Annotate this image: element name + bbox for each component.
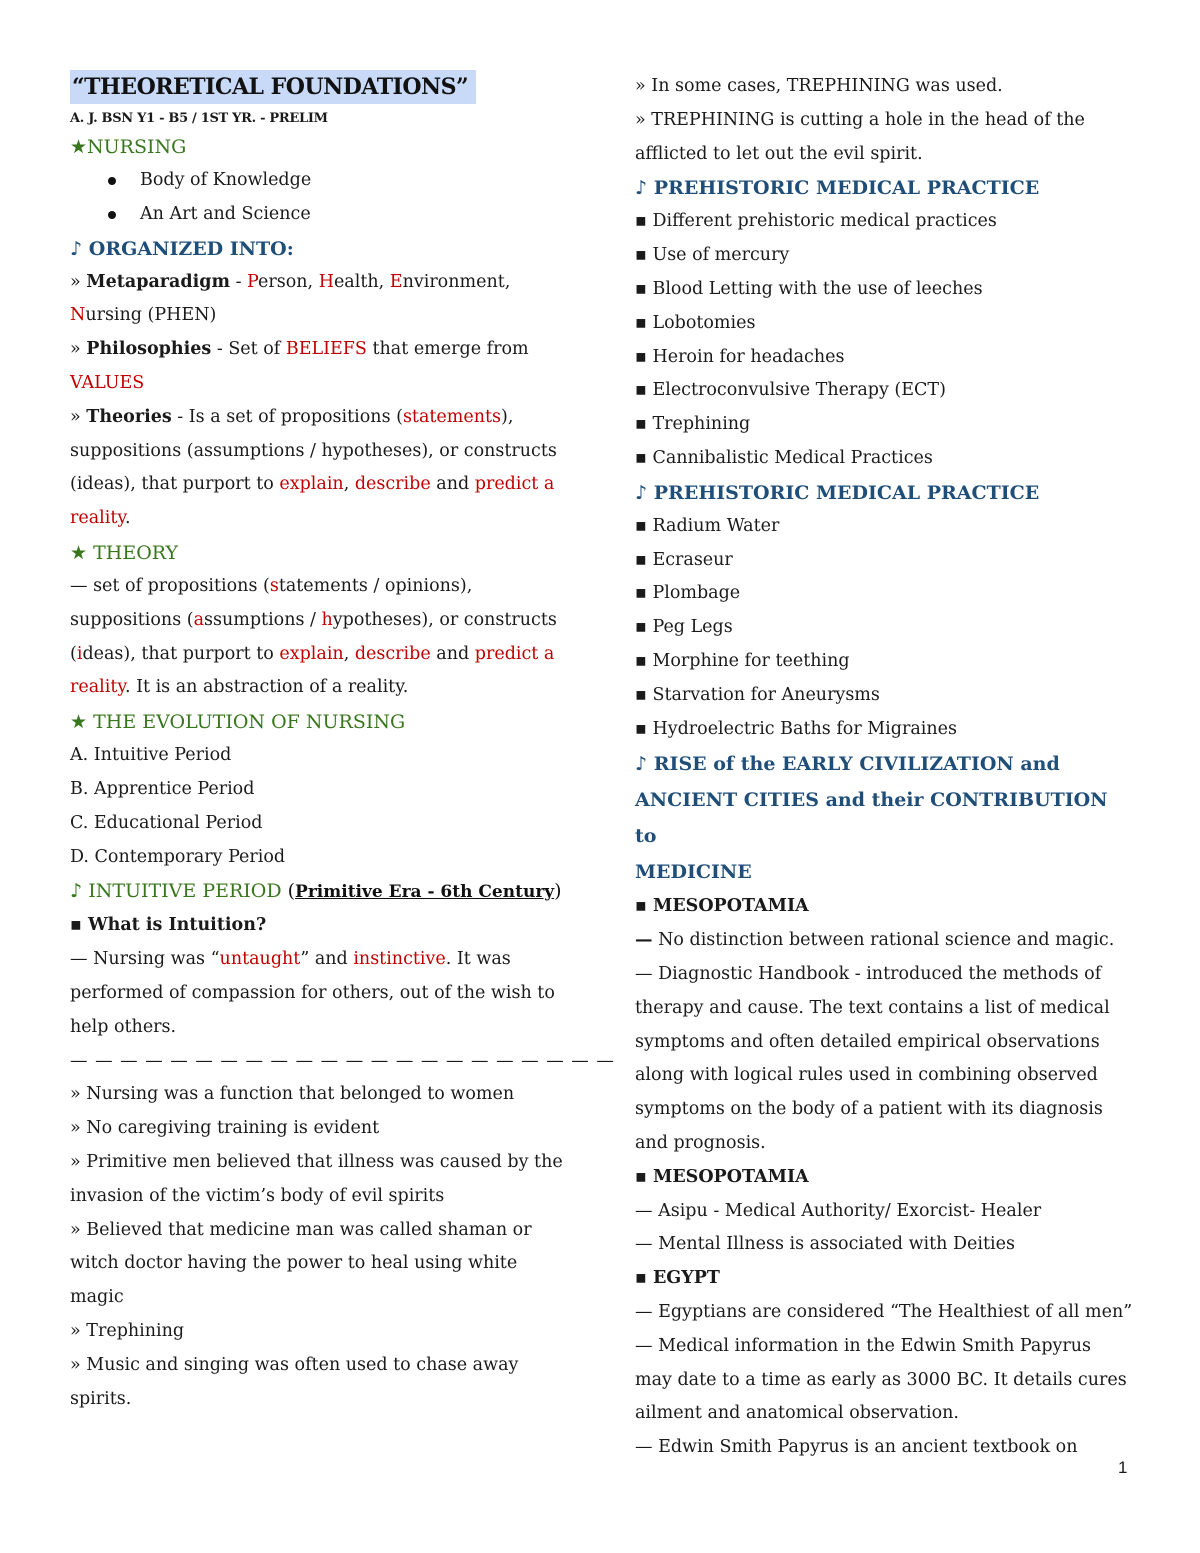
keyword-highlight: instinctive (353, 949, 446, 970)
rise-heading-line: ANCIENT CITIES and their CONTRIBUTION to (635, 789, 1108, 848)
text-run: Nursing was a function that belonged to women (86, 1084, 515, 1105)
prehistoric-list-2 (635, 510, 1130, 747)
metaparadigm-line-2 (70, 299, 570, 333)
theory-line-4 (70, 671, 570, 705)
music-note-icon: ♪ (635, 177, 648, 200)
heading-text: EGYPT (652, 1268, 720, 1289)
text-run: TREPHINING is cutting a hole in the head of the (651, 109, 1085, 130)
heading-text: INTUITIVE PERIOD (88, 880, 282, 903)
arrow-icon: » (70, 271, 81, 292)
nursing-heading (70, 130, 570, 164)
list-item-text: Peg Legs (652, 617, 733, 638)
text-run: that emerge from (366, 339, 529, 360)
music-note-icon: ♪ (70, 237, 83, 260)
philosophies-line (70, 333, 570, 367)
dashed-divider: — — — — — — — — — — — — — — — — — — — — — — (70, 1050, 615, 1071)
intuition-question (70, 909, 570, 943)
text-run: . (124, 508, 131, 529)
text-run: Egyptians are considered “The Healthiest of all men” (658, 1301, 1133, 1322)
egypt-item (635, 1431, 1130, 1465)
prehistoric-heading-2 (635, 476, 1130, 510)
point-item-cont: spirits. (70, 1388, 132, 1409)
list-item-text: Plombage (652, 583, 741, 604)
list-item-text: Radium Water (652, 515, 780, 536)
text-run: Music and singing was often used to chase away (86, 1354, 519, 1375)
dash-icon: — (635, 930, 653, 951)
text-run: No caregiving training is evident (86, 1118, 380, 1139)
square-bullet-icon: ▪ (635, 1268, 647, 1289)
heading-text: PREHISTORIC MEDICAL PRACTICE (653, 177, 1040, 200)
bullet-icon (108, 177, 116, 185)
era-label: Primitive Era - 6th Century (295, 882, 555, 903)
prehistoric-heading (635, 171, 1130, 205)
point-item (70, 1315, 570, 1349)
list-item-text: Starvation for Aneurysms (652, 684, 880, 705)
music-note-icon: ♪ (635, 753, 648, 776)
square-bullet-icon: ▪ (635, 718, 647, 739)
text-run: , (343, 643, 355, 664)
dash-icon: — (635, 1234, 653, 1255)
list-item-text: An Art and Science (140, 203, 311, 224)
trephining-item (635, 70, 1130, 104)
square-bullet-icon: ▪ (635, 515, 647, 536)
nursing-was-line (70, 943, 570, 977)
square-bullet-icon: ▪ (635, 278, 647, 299)
meso-item (635, 924, 1130, 958)
square-bullet-icon: ▪ (635, 650, 647, 671)
meso-item (635, 1228, 1130, 1262)
letter-highlight: h (321, 609, 333, 630)
dash-icon: — (635, 1335, 653, 1356)
keyword-highlight: describe (354, 643, 431, 664)
meso-item-cont: symptoms and often detailed empirical observations (635, 1031, 1100, 1052)
period-item: A. Intuitive Period (70, 745, 232, 766)
arrow-icon: » (70, 406, 81, 427)
text-run: No distinction between rational science and magic. (658, 930, 1115, 951)
page-number: 1 (1118, 1458, 1128, 1477)
text-run: (ideas), that purport to (70, 474, 280, 495)
letter-highlight: a (193, 609, 205, 630)
help-line: help others. (70, 1016, 177, 1037)
square-bullet-icon: ▪ (635, 583, 647, 604)
meso-item (635, 1195, 1130, 1229)
dash-icon: — (635, 963, 653, 984)
square-bullet-icon: ▪ (635, 896, 647, 917)
list-item (635, 205, 1130, 239)
star-icon: ★ (70, 136, 88, 158)
theory-line-3 (70, 638, 570, 672)
document-subtitle: A. J. BSN Y1 - B5 / 1ST YR. - PRELIM (70, 111, 328, 126)
arrow-icon: » (635, 109, 646, 130)
dash-icon: — (635, 1437, 653, 1458)
dash-icon: — (635, 1200, 653, 1221)
text-run: . It is an abstraction of a reality. (124, 677, 409, 698)
keyword-highlight: reality (70, 508, 125, 529)
dash-icon: — (70, 949, 88, 970)
text-run: . It was (445, 949, 511, 970)
keyword-highlight: describe (354, 474, 431, 495)
rise-heading (635, 746, 1130, 890)
list-item-text: Electroconvulsive Therapy (ECT) (652, 380, 946, 401)
list-item-text: Morphine for teething (652, 650, 850, 671)
organized-heading (70, 232, 570, 266)
text-run: Trephining (86, 1320, 185, 1341)
square-bullet-icon: ▪ (635, 617, 647, 638)
list-item (635, 611, 1130, 645)
text-run: Mental Illness is associated with Deities (658, 1234, 1015, 1255)
text-run: In some cases, TREPHINING was used. (651, 76, 1003, 96)
theory-line-1 (70, 570, 570, 604)
separator: - (230, 271, 248, 292)
text-run: erson, (258, 271, 319, 292)
list-item (635, 713, 1130, 747)
text-run: Nursing was “ (93, 949, 220, 970)
list-item (635, 307, 1130, 341)
letter-highlight: N (70, 305, 86, 326)
square-bullet-icon: ▪ (635, 380, 647, 401)
music-note-icon: ♪ (70, 880, 83, 903)
point-item (70, 1112, 570, 1146)
mesopotamia-heading (635, 890, 1130, 924)
theories-line-3 (70, 468, 570, 502)
point-item (70, 1214, 570, 1248)
arrow-icon: » (635, 76, 646, 96)
intuitive-heading (70, 874, 570, 909)
keyword-highlight: BELIEFS (285, 339, 367, 360)
list-item-text: Different prehistoric medical practices (652, 211, 997, 232)
list-item-text: Hydroelectric Baths for Migraines (652, 718, 957, 739)
egypt-heading (635, 1262, 1130, 1296)
term-label: Theories (86, 406, 172, 427)
heading-text: RISE of the EARLY CIVILIZATION and (653, 753, 1060, 776)
text-run: Diagnostic Handbook - introduced the methods of (658, 963, 1102, 984)
egypt-item (635, 1330, 1130, 1364)
period-item: B. Apprentice Period (70, 778, 255, 799)
heading-text: THE EVOLUTION OF NURSING (93, 711, 406, 734)
prehistoric-list-1 (635, 205, 1130, 475)
meso-item (635, 958, 1130, 992)
list-item (635, 544, 1130, 578)
theory-line-2 (70, 604, 570, 638)
theories-line (70, 401, 570, 435)
text-run: ) (554, 880, 562, 903)
text-run: ursing (PHEN) (85, 305, 217, 326)
text-run: What is Intuition? (87, 915, 267, 936)
square-bullet-icon: ▪ (635, 447, 647, 468)
point-item (70, 1349, 570, 1383)
egypt-item-cont: may date to a time as early as 3000 BC. It details cures (635, 1369, 1127, 1390)
keyword-highlight: predict a (474, 474, 555, 495)
text-run: ( (281, 880, 296, 903)
keyword-highlight: reality (70, 677, 125, 698)
letter-highlight: E (389, 271, 403, 292)
heading-text: ORGANIZED INTO: (88, 237, 294, 260)
list-item (635, 273, 1130, 307)
document-title: “THEORETICAL FOUNDATIONS” (70, 70, 476, 104)
point-item (70, 1146, 570, 1180)
keyword-highlight: statements (402, 406, 502, 427)
list-item-text: Ecraseur (652, 549, 733, 570)
list-item-text: Cannibalistic Medical Practices (652, 447, 933, 468)
term-label: Metaparadigm (86, 271, 230, 292)
list-item (635, 679, 1130, 713)
text-run: , (343, 474, 355, 495)
text-run: Primitive men believed that illness was caused by the (86, 1151, 563, 1172)
list-item-text: Use of mercury (652, 245, 790, 266)
square-bullet-icon: ▪ (635, 549, 647, 570)
list-item-text: Blood Letting with the use of leeches (652, 278, 983, 299)
arrow-icon: » (70, 1219, 81, 1240)
term-label: Philosophies (86, 339, 212, 360)
text-run: set of propositions ( (93, 575, 270, 596)
keyword-highlight: predict a (474, 643, 555, 664)
star-icon: ★ (70, 541, 88, 564)
right-column (635, 70, 1133, 1465)
text-run: ssumptions / (204, 609, 322, 630)
text-run: nvironment, (402, 271, 511, 292)
square-bullet-icon: ▪ (635, 211, 647, 232)
list-item (635, 442, 1130, 476)
text-run: suppositions ( (70, 609, 194, 630)
theories-line-2: suppositions (assumptions / hypotheses), or constructs (70, 440, 557, 461)
list-item (635, 341, 1130, 375)
text-run: ( (70, 643, 77, 664)
text-run: Asipu - Medical Authority/ Exorcist- Healer (658, 1200, 1042, 1221)
period-item: C. Educational Period (70, 812, 263, 833)
text-run: ealth, (333, 271, 390, 292)
letter-highlight: P (247, 271, 259, 292)
philosophies-line-2: VALUES (70, 372, 145, 393)
text-run: ypotheses), or constructs (332, 609, 557, 630)
text-run: deas), that purport to (82, 643, 280, 664)
list-item-text: Lobotomies (652, 312, 756, 333)
text-run: - Set of (211, 339, 286, 360)
list-item-text: Body of Knowledge (140, 170, 312, 190)
letter-highlight: s (269, 575, 279, 596)
text-run: - Is a set of propositions ( (171, 406, 403, 427)
keyword-highlight: explain (279, 474, 344, 495)
heading-text: MESOPOTAMIA (652, 1166, 809, 1187)
list-item (635, 408, 1130, 442)
square-bullet-icon: ▪ (635, 1166, 647, 1187)
trephining-item-cont: afflicted to let out the evil spirit. (635, 143, 923, 164)
arrow-icon: » (70, 1118, 81, 1139)
list-item-text: Trephining (652, 414, 751, 435)
keyword-highlight: untaught (219, 949, 301, 970)
star-icon: ★ (70, 711, 88, 734)
egypt-item (635, 1296, 1133, 1330)
arrow-icon: » (70, 1084, 81, 1105)
list-item (635, 645, 1130, 679)
square-bullet-icon: ▪ (635, 245, 647, 266)
left-column (70, 70, 615, 1416)
meso-item-cont: symptoms on the body of a patient with its diagnosis (635, 1099, 1103, 1120)
meso-item-cont: and prognosis. (635, 1132, 766, 1153)
text-run: Medical information in the Edwin Smith Papyrus (658, 1335, 1092, 1356)
text-run: tatements / opinions), (278, 575, 473, 596)
list-item (70, 164, 570, 198)
text-run: Edwin Smith Papyrus is an ancient textbook on (658, 1437, 1078, 1458)
letter-highlight: i (76, 643, 83, 664)
heading-text: PREHISTORIC MEDICAL PRACTICE (653, 481, 1040, 504)
list-item (635, 374, 1130, 408)
egypt-item-cont: ailment and anatomical observation. (635, 1403, 959, 1424)
list-item (635, 239, 1130, 273)
text-run: ), (501, 406, 514, 427)
text-run: and (430, 643, 475, 664)
heading-text: THEORY (93, 541, 179, 564)
rise-heading-line (635, 746, 1130, 782)
square-bullet-icon: ▪ (635, 414, 647, 435)
title-block (70, 70, 570, 108)
square-bullet-icon: ▪ (635, 346, 647, 367)
keyword-highlight: explain (279, 643, 344, 664)
mesopotamia-heading-2 (635, 1161, 1130, 1195)
text-run: ” and (300, 949, 354, 970)
bullet-icon (108, 211, 116, 219)
square-bullet-icon: ▪ (70, 915, 82, 936)
list-item (635, 510, 1130, 544)
text-run: Believed that medicine man was called shaman or (86, 1219, 532, 1240)
arrow-icon: » (70, 1320, 81, 1341)
square-bullet-icon: ▪ (635, 312, 647, 333)
dash-icon: — (635, 1301, 653, 1322)
theories-line-4 (70, 502, 570, 536)
meso-item-cont: along with logical rules used in combining observed (635, 1065, 1098, 1086)
list-item (70, 198, 570, 232)
meso-item-cont: therapy and cause. The text contains a list of medical (635, 997, 1110, 1018)
dash-icon: — (70, 575, 88, 596)
heading-text: NURSING (87, 136, 187, 158)
arrow-icon: » (70, 1354, 81, 1375)
music-note-icon: ♪ (635, 481, 648, 504)
trephining-item (635, 104, 1130, 138)
letter-highlight: H (318, 271, 334, 292)
rise-heading-line: MEDICINE (635, 861, 752, 884)
performed-line: performed of compassion for others, out of the wish to (70, 982, 555, 1003)
text-run: and (430, 474, 475, 495)
heading-text: MESOPOTAMIA (652, 896, 809, 917)
list-item (635, 577, 1130, 611)
arrow-icon: » (70, 339, 81, 360)
list-item-text: Heroin for headaches (652, 346, 845, 367)
arrow-icon: » (70, 1151, 81, 1172)
evolution-heading (70, 705, 570, 739)
point-item-cont: magic (70, 1287, 124, 1308)
point-item (70, 1078, 570, 1112)
point-item-cont: invasion of the victim’s body of evil spirits (70, 1185, 445, 1206)
square-bullet-icon: ▪ (635, 684, 647, 705)
period-item: D. Contemporary Period (70, 846, 286, 867)
point-item-cont: witch doctor having the power to heal using white (70, 1253, 518, 1274)
theory-heading (70, 536, 570, 570)
metaparadigm-line (70, 266, 570, 300)
